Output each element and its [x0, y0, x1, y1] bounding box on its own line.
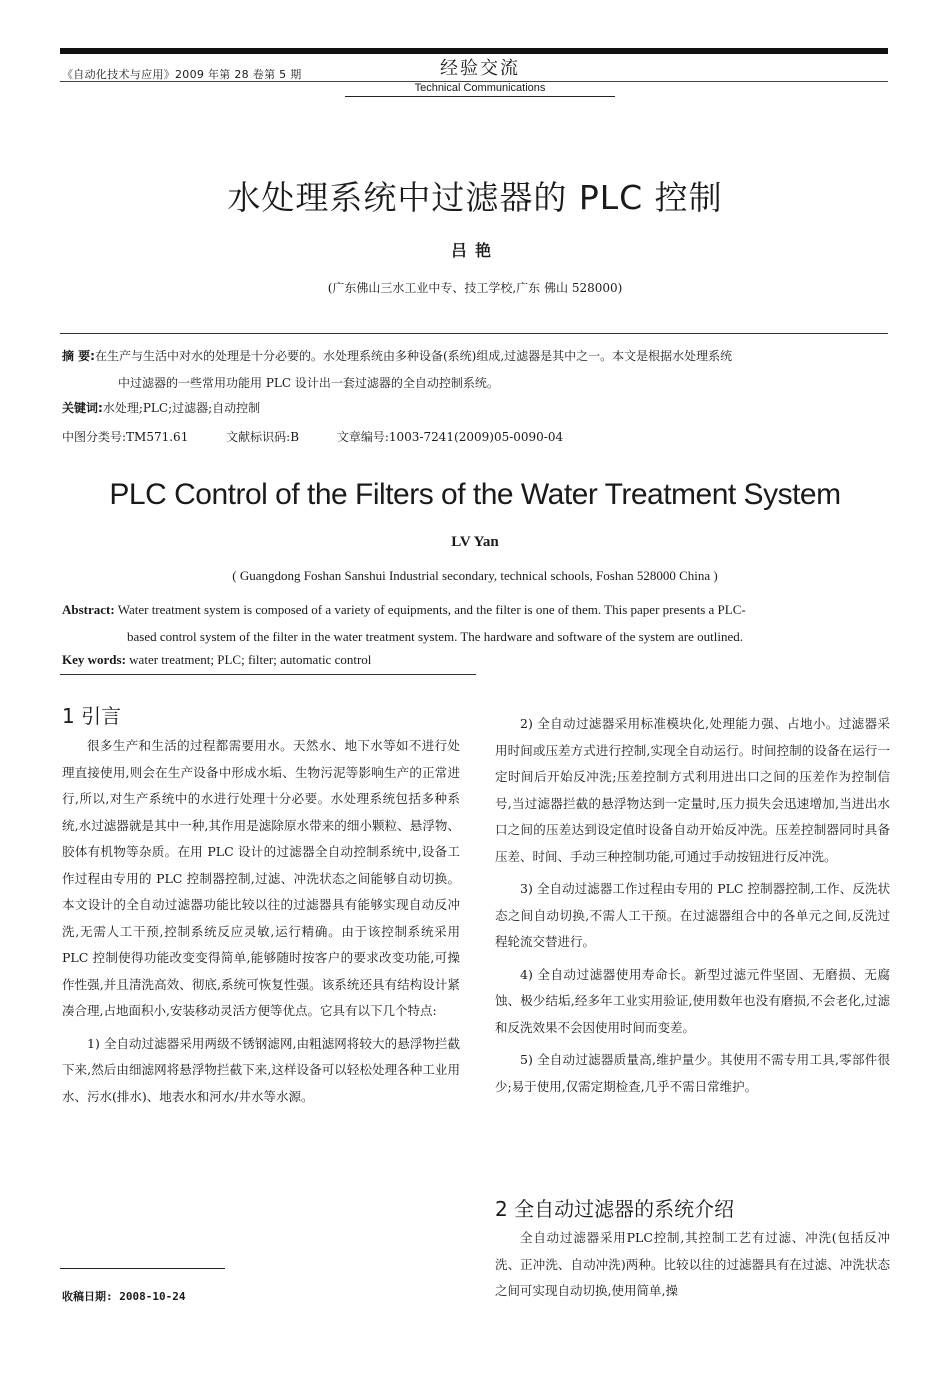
header-divider — [60, 81, 888, 82]
keywords-cn — [62, 396, 260, 420]
author-cn: 吕艳 — [450, 241, 499, 260]
section-tag-underline — [345, 96, 615, 97]
keywords-en-label: Key words: — [62, 652, 126, 667]
feature-item-2: 2) 全自动过滤器采用标准模块化,处理能力强、占地小。过滤器采用时间或压差方式进行控制,实现全自动运行。时间控制的设备在运行一定时间后开始反冲洗;压差控制方式利用进出口之间的压差作为控制信号,当过滤器拦截的悬浮物达到一定量时,压力损失会迅速增加,当进出水口之间的压差达到设定值时设备自动开始反冲洗。压差控制器同时具备压差、时间、手动三种控制功能,可通过手动按钮进行反冲洗。 — [495, 716, 890, 864]
page-title-en: PLC Control of the Filters of the Water Treatment System — [109, 478, 841, 511]
document-code: 文献标识码:B — [226, 430, 300, 444]
affiliation-cn: (广东佛山三水工业中专、技工学校,广东 佛山 528000) — [327, 281, 623, 295]
clc-number: 中图分类号:TM571.61 — [62, 430, 189, 444]
feature-item-3: 3) 全自动过滤器工作过程由专用的 PLC 控制器控制,工作、反洗状态之间自动切换,不需人工干预。在过滤器组合中的各单元之间,反洗过程轮流交替进行。 — [495, 881, 890, 949]
abstract-cn-label: 摘 要: — [62, 349, 95, 363]
left-column — [62, 733, 460, 1110]
section-1-paragraph: 很多生产和生活的过程都需要用水。天然水、地下水等如不进行处理直接使用,则会在生产设备中形成水垢、生物污泥等影响生产的正常进行,所以,对生产系统中的水进行处理十分必要。水处理系统包括多种系统,水过滤器就是其中一种,其作用是滤除原水带来的细小颗粒、悬浮物、胶体有机物等杂质。在用 PLC 设计的过滤器全自动控制系统中,设备工作过程由专用的 PLC 控制器控制,过滤、冲洗状态之间能够自动切换。本文设计的全自动过滤器功能比较以往的过滤器具有能够实现自动反冲洗,无需人工干预,控制系统反应灵敏,运行精确。由于该控制系统采用 PLC 控制使得功能改变变得简单,能够随时按客户的要求改变功能,可操作性强,并且清洗高效、彻底,系统可恢复性强。该系统还具有结构设计紧凑合理,占地面积小,安装移动灵活方便等优点。它具有以下几个特点: — [62, 738, 460, 1018]
keywords-cn-value: 水处理;PLC;过滤器;自动控制 — [102, 401, 261, 415]
footnote-rule — [60, 1268, 225, 1269]
journal-reference: 《自动化技术与应用》2009 年第 28 卷第 5 期 — [62, 68, 302, 81]
abstract-en-line2: based control system of the filter in the water treatment system. The hardware and software of the system are outlined. — [127, 629, 743, 644]
abstract-cn — [62, 343, 888, 397]
affiliation-en: ( Guangdong Foshan Sanshui Industrial secondary, technical schools, Foshan 528000 China ) — [232, 568, 718, 583]
section-2-heading: 2 全自动过滤器的系统介绍 — [495, 1197, 735, 1221]
right-column — [495, 711, 890, 1100]
section-2-body — [495, 1225, 890, 1305]
section-1-heading: 1 引言 — [62, 704, 122, 728]
classification-line — [62, 425, 597, 449]
abstract-cn-line1: 在生产与生活中对水的处理是十分必要的。水处理系统由多种设备(系统)组成,过滤器是其中之一。本文是根据水处理系统 — [94, 349, 733, 363]
keywords-en-value: water treatment; PLC; filter; automatic control — [129, 652, 372, 667]
article-number: 文章编号:1003-7241(2009)05-0090-04 — [336, 430, 564, 444]
feature-item-1: 1) 全自动过滤器采用两级不锈钢滤网,由粗滤网将较大的悬浮物拦截下来,然后由细滤网将悬浮物拦截下来,这样设备可以轻松处理各种工业用水、污水(排水)、地表水和河水/井水等水源。 — [62, 1035, 460, 1104]
section-tag-cn: 经验交流 — [440, 58, 520, 79]
keywords-en — [62, 648, 371, 672]
abstract-en — [62, 596, 888, 650]
abstract-cn-line2: 中过滤器的一些常用功能用 PLC 设计出一套过滤器的全自动控制系统。 — [118, 376, 499, 390]
abstract-en-line1: Water treatment system is composed of a variety of equipments, and the filter is one of them. This paper presents a PLC- — [117, 602, 746, 617]
section-tag-en: Technical Communications — [414, 82, 546, 94]
keywords-bottom-rule — [60, 674, 476, 675]
abstract-en-label: Abstract: — [62, 602, 115, 617]
author-en: LV Yan — [451, 534, 499, 550]
feature-item-4: 4) 全自动过滤器使用寿命长。新型过滤元件坚固、无磨损、无腐蚀、极少结垢,经多年工业实用验证,使用数年也没有磨损,不会老化,过滤和反洗效果不会因使用时间而变差。 — [495, 966, 890, 1035]
section-2-paragraph: 全自动过滤器采用PLC控制,其控制工艺有过滤、冲洗(包括反冲洗、正冲洗、自动冲洗)两种。比较以往的过滤器具有在过滤、冲洗状态之间可实现自动切换,使用简单,操 — [495, 1230, 890, 1298]
received-date-footnote: 收稿日期: 2008-10-24 — [62, 1290, 186, 1303]
feature-item-5: 5) 全自动过滤器质量高,维护量少。其使用不需专用工具,零部件很少;易于使用,仅需定期检查,几乎不需日常维护。 — [495, 1052, 890, 1094]
keywords-cn-label: 关键词: — [62, 401, 103, 415]
page-title-cn: 水处理系统中过滤器的 PLC 控制 — [227, 178, 723, 217]
header-top-rule — [60, 48, 888, 54]
section-tag — [345, 57, 615, 95]
abstract-top-rule — [60, 333, 888, 334]
